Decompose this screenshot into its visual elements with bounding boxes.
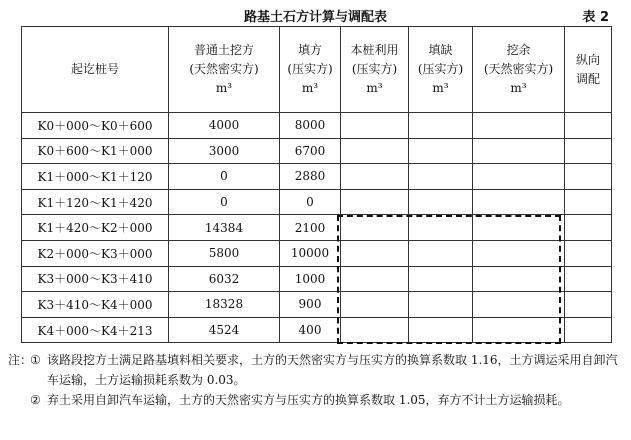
table-number: 表 2 — [582, 10, 609, 25]
header-station-label: 起讫桩号 — [70, 62, 119, 76]
header-shortage-basis: (压实方) — [417, 62, 464, 76]
excavation-cell: 0 — [169, 164, 280, 190]
shortage-cell — [409, 266, 473, 292]
header-fill-basis: (压实方) — [287, 62, 333, 76]
reuse-cell — [341, 240, 409, 266]
notes-lead: 注： — [8, 353, 33, 367]
header-shortage-unit: m³ — [432, 81, 449, 95]
table-row — [22, 113, 612, 139]
header-longitudinal-line2: 调配 — [575, 71, 600, 86]
surplus-cell — [473, 215, 565, 241]
excavation-cell: 5800 — [169, 240, 280, 266]
table-title: 路基土石方计算与调配表 — [243, 10, 387, 25]
shortage-cell — [409, 292, 473, 318]
header-fill — [280, 27, 341, 113]
surplus-cell — [473, 240, 565, 266]
header-reuse — [341, 27, 409, 113]
header-longitudinal — [565, 27, 612, 113]
reuse-cell — [341, 138, 409, 164]
station-cell: K1＋000～K1＋120 — [22, 164, 169, 190]
station-cell: K0＋600～K1＋000 — [22, 138, 169, 164]
station-cell: K3＋410～K4＋000 — [22, 292, 169, 318]
header-surplus-label: 挖余 — [506, 43, 531, 57]
longitudinal-cell — [565, 215, 612, 241]
station-cell: K1＋420～K2＋000 — [22, 215, 169, 241]
table-row — [22, 189, 612, 215]
note-marker: ① — [30, 353, 41, 367]
reuse-cell — [341, 292, 409, 318]
excavation-cell: 4524 — [169, 317, 280, 343]
table-row — [22, 266, 612, 292]
header-excavation — [169, 27, 280, 113]
fill-cell: 400 — [280, 317, 341, 343]
excavation-cell: 14384 — [169, 215, 280, 241]
header-shortage-label: 填缺 — [428, 43, 453, 57]
longitudinal-cell — [565, 189, 612, 215]
shortage-cell — [409, 164, 473, 190]
table-row — [22, 292, 612, 318]
longitudinal-cell — [565, 138, 612, 164]
fill-cell: 10000 — [280, 240, 341, 266]
surplus-cell — [473, 189, 565, 215]
excavation-cell: 6032 — [169, 266, 280, 292]
shortage-cell — [409, 317, 473, 343]
header-surplus-unit: m³ — [510, 81, 527, 95]
header-surplus — [473, 27, 565, 113]
longitudinal-cell — [565, 317, 612, 343]
header-station — [22, 27, 169, 113]
header-shortage — [409, 27, 473, 113]
note-item — [8, 390, 623, 410]
table-row — [22, 317, 612, 343]
reuse-cell — [341, 189, 409, 215]
station-cell: K2＋000～K3＋000 — [22, 240, 169, 266]
notes-lead-spacer — [8, 390, 30, 410]
surplus-cell — [473, 292, 565, 318]
surplus-cell — [473, 317, 565, 343]
shortage-cell — [409, 113, 473, 139]
note-marker: ② — [30, 393, 41, 407]
header-fill-label: 填方 — [297, 43, 322, 57]
excavation-cell: 3000 — [169, 138, 280, 164]
shortage-cell — [409, 240, 473, 266]
longitudinal-cell — [565, 240, 612, 266]
surplus-cell — [473, 266, 565, 292]
surplus-cell — [473, 164, 565, 190]
reuse-cell — [341, 164, 409, 190]
note-text: 该路段挖方土满足路基填料相关要求，土方的天然密实方与压实方的换算系数取 1.16，土方调运采用自卸汽车运输，土方运输损耗系数为 0.03。 — [47, 353, 618, 387]
note-text: 弃土采用自卸汽车运输，土方的天然密实方与压实方的换算系数取 1.05，弃方不计土方运输损耗。 — [47, 393, 570, 407]
fill-cell: 8000 — [280, 113, 341, 139]
header-reuse-label: 本桩利用 — [350, 43, 399, 57]
station-cell: K4＋000～K4＋213 — [22, 317, 169, 343]
header-longitudinal-line1: 纵向 — [575, 52, 600, 67]
header-reuse-unit: m³ — [366, 81, 383, 95]
header-row — [22, 27, 612, 113]
fill-cell: 900 — [280, 292, 341, 318]
reuse-cell — [341, 113, 409, 139]
note-item — [8, 350, 623, 390]
shortage-cell — [409, 189, 473, 215]
station-cell: K1＋120～K1＋420 — [22, 189, 169, 215]
header-excavation-unit: m³ — [215, 81, 233, 95]
station-cell: K0＋000～K0＋600 — [22, 113, 169, 139]
header-surplus-basis: (天然密实方) — [483, 62, 554, 76]
table-row — [22, 240, 612, 266]
fill-cell: 2880 — [280, 164, 341, 190]
longitudinal-cell — [565, 113, 612, 139]
excavation-cell: 0 — [169, 189, 280, 215]
shortage-cell — [409, 215, 473, 241]
reuse-cell — [341, 266, 409, 292]
fill-cell: 1000 — [280, 266, 341, 292]
fill-cell: 0 — [280, 189, 341, 215]
header-reuse-basis: (压实方) — [351, 62, 398, 76]
earthwork-table — [21, 26, 612, 343]
fill-cell: 6700 — [280, 138, 341, 164]
table-notes — [8, 350, 623, 410]
table-row — [22, 215, 612, 241]
reuse-cell — [341, 215, 409, 241]
surplus-cell — [473, 113, 565, 139]
longitudinal-cell — [565, 266, 612, 292]
excavation-cell: 18328 — [169, 292, 280, 318]
excavation-cell: 4000 — [169, 113, 280, 139]
header-excavation-label: 普通土挖方 — [193, 43, 254, 57]
fill-cell: 2100 — [280, 215, 341, 241]
header-fill-unit: m³ — [301, 81, 319, 95]
shortage-cell — [409, 138, 473, 164]
table-row — [22, 164, 612, 190]
surplus-cell — [473, 138, 565, 164]
reuse-cell — [341, 317, 409, 343]
longitudinal-cell — [565, 292, 612, 318]
table-row — [22, 138, 612, 164]
longitudinal-cell — [565, 164, 612, 190]
station-cell: K3＋000～K3＋410 — [22, 266, 169, 292]
header-excavation-basis: (天然密实方) — [189, 62, 259, 76]
